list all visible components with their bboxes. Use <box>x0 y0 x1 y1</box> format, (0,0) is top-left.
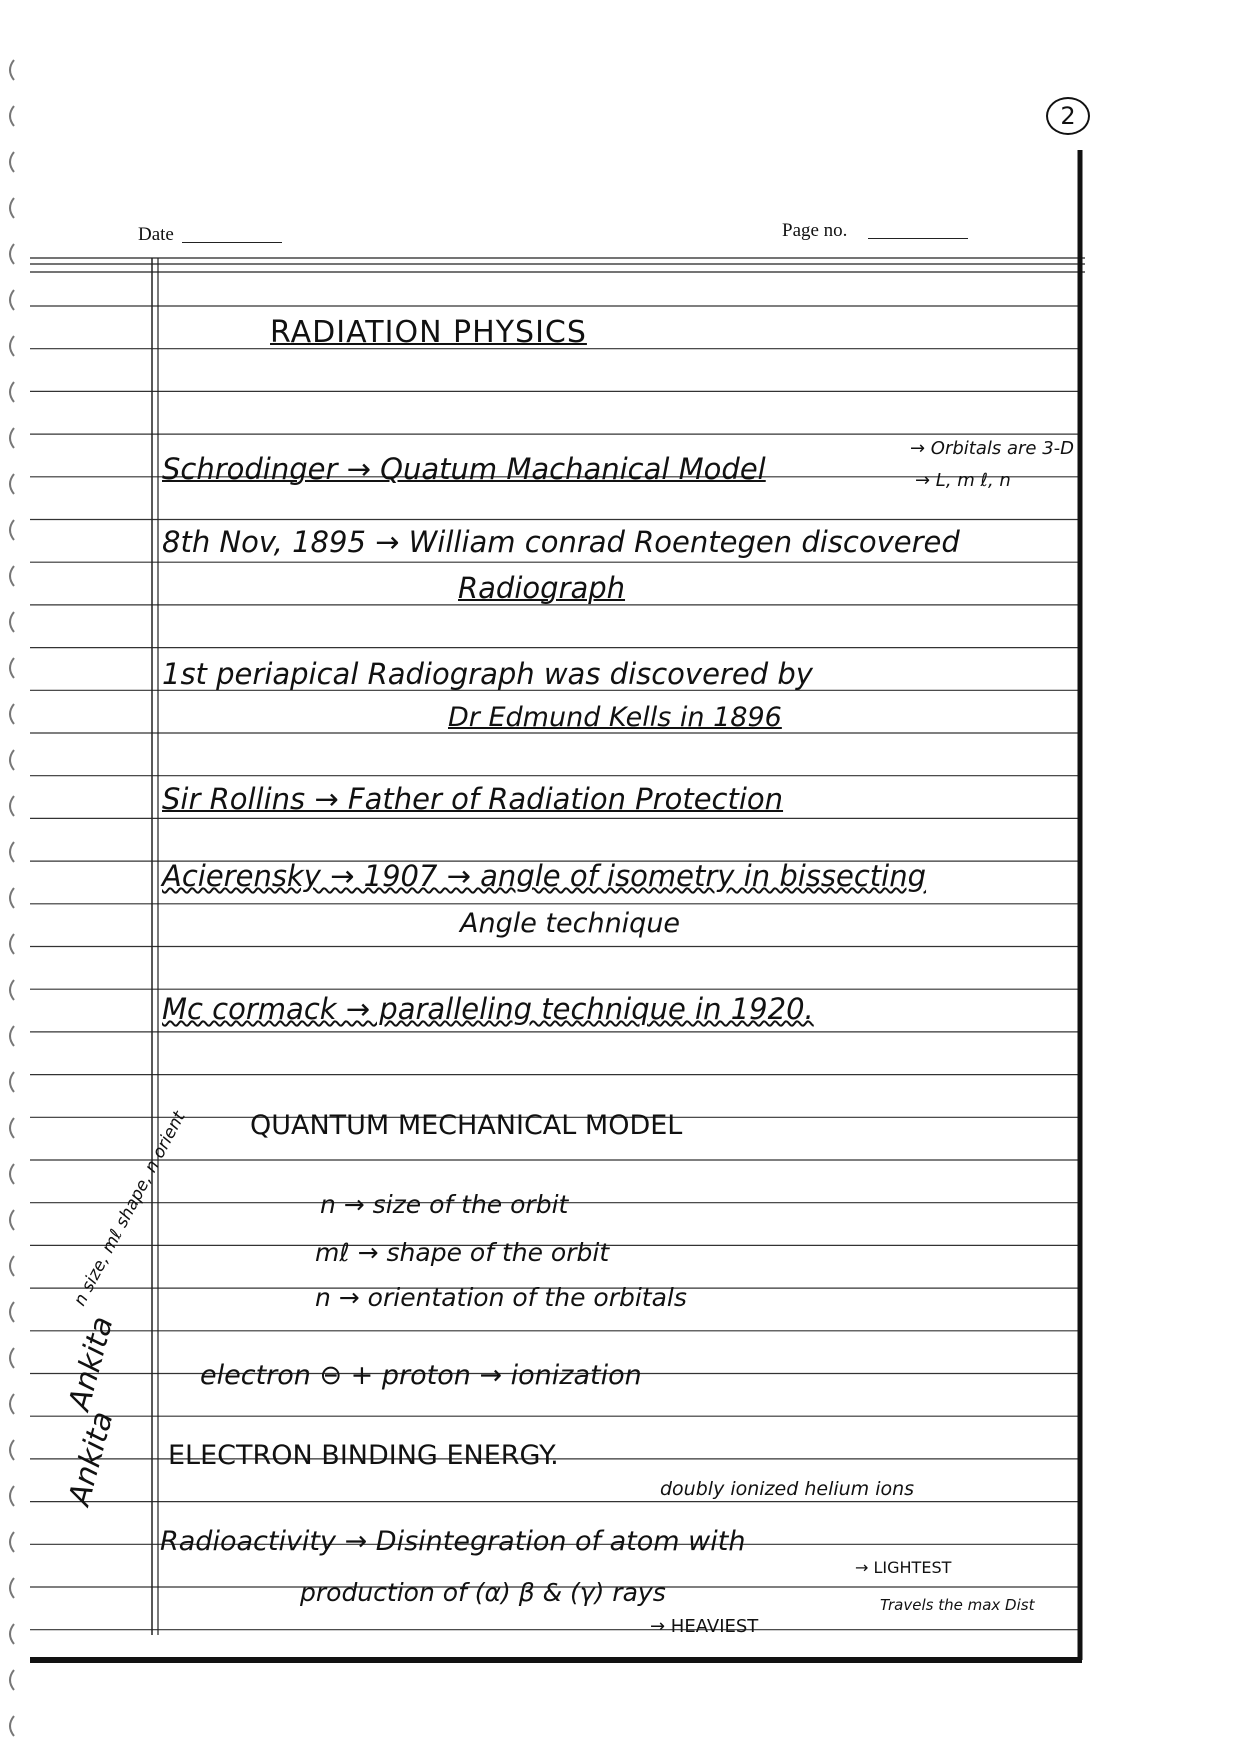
binding-hole <box>10 1532 14 1552</box>
entry-schrodinger: Schrodinger → Quatum Machanical Model <box>162 452 766 486</box>
entry-periapical-cont: Dr Edmund Kells in 1896 <box>448 702 782 733</box>
binding-hole <box>10 428 14 448</box>
binding-hole <box>10 1624 14 1644</box>
qmm-item-orientation: n → orientation of the orbitals <box>315 1283 687 1312</box>
binding-hole <box>10 1578 14 1598</box>
binding-hole <box>10 796 14 816</box>
entry-roentgen: 8th Nov, 1895 → William conrad Roentegen discovered <box>162 525 960 559</box>
binding-hole <box>10 244 14 264</box>
binding-hole <box>10 704 14 724</box>
entry-periapical: 1st periapical Radiograph was discovered by <box>162 657 813 691</box>
margin-signature-1: Ankita <box>62 1312 121 1415</box>
page-title: RADIATION PHYSICS <box>270 315 587 350</box>
qmm-item-shape: mℓ → shape of the orbit <box>315 1238 610 1267</box>
binding-hole <box>10 1072 14 1092</box>
binding-hole <box>10 1486 14 1506</box>
binding-hole <box>10 980 14 1000</box>
radio-note-lightest: → LIGHTEST <box>855 1558 952 1577</box>
radio-line1: Radioactivity → Disintegration of atom with <box>160 1526 746 1557</box>
margin-notes: n size, mℓ shape, n orient <box>70 1108 190 1310</box>
binding-hole <box>10 888 14 908</box>
binding-hole <box>10 382 14 402</box>
binding-hole <box>10 1256 14 1276</box>
binding-hole <box>10 60 14 80</box>
entry-acierensky: Acierensky → 1907 → angle of isometry in bissecting <box>162 859 927 893</box>
binding-hole <box>10 1210 14 1230</box>
entry-mccormack: Mc cormack → paralleling technique in 1920. <box>162 992 814 1026</box>
binding-hole <box>10 1118 14 1138</box>
binding-hole <box>10 1302 14 1322</box>
binding-hole <box>10 1164 14 1184</box>
page-number-circle: 2 <box>1046 97 1090 135</box>
radio-note-heaviest: → HEAVIEST <box>650 1616 759 1637</box>
binding-hole <box>10 1026 14 1046</box>
date-blank <box>182 242 282 243</box>
date-label: Date <box>138 224 174 245</box>
binding-hole <box>10 290 14 310</box>
binding-hole <box>10 106 14 126</box>
binding-hole <box>10 1670 14 1690</box>
page-no-blank <box>868 238 968 239</box>
entry-rollins: Sir Rollins → Father of Radiation Protection <box>162 782 784 816</box>
binding-hole <box>10 750 14 770</box>
entry-acierensky-cont: Angle technique <box>460 908 681 939</box>
binding-hole <box>10 152 14 172</box>
binding-hole <box>10 1394 14 1414</box>
binding-hole <box>10 1348 14 1368</box>
binding-hole <box>10 612 14 632</box>
binding-hole <box>10 658 14 678</box>
binding-hole <box>10 336 14 356</box>
binding-hole <box>10 1716 14 1736</box>
binding-energy-heading: ELECTRON BINDING ENERGY. <box>168 1440 559 1471</box>
radio-line2: production of (α) β & (γ) rays <box>300 1578 666 1607</box>
entry-schrodinger-note: → Orbitals are 3-D <box>910 438 1075 459</box>
binding-hole <box>10 198 14 218</box>
qmm-heading: QUANTUM MECHANICAL MODEL <box>250 1110 683 1141</box>
entry-schrodinger-note2: → L, m ℓ, n <box>915 470 1011 491</box>
binding-hole <box>10 474 14 494</box>
binding-hole <box>10 934 14 954</box>
page-no-label: Page no. <box>782 220 848 241</box>
qmm-item-size: n → size of the orbit <box>320 1190 569 1219</box>
ionization-line: electron ⊖ + proton → ionization <box>200 1360 642 1391</box>
radio-top-note: doubly ionized helium ions <box>660 1478 915 1500</box>
entry-roentgen-cont: Radiograph <box>458 571 626 605</box>
radio-note-travels: Travels the max Dist <box>880 1596 1035 1614</box>
binding-hole <box>10 520 14 540</box>
binding-hole <box>10 842 14 862</box>
binding-hole <box>10 566 14 586</box>
binding-hole <box>10 1440 14 1460</box>
margin-signature-2: Ankita <box>62 1407 121 1510</box>
